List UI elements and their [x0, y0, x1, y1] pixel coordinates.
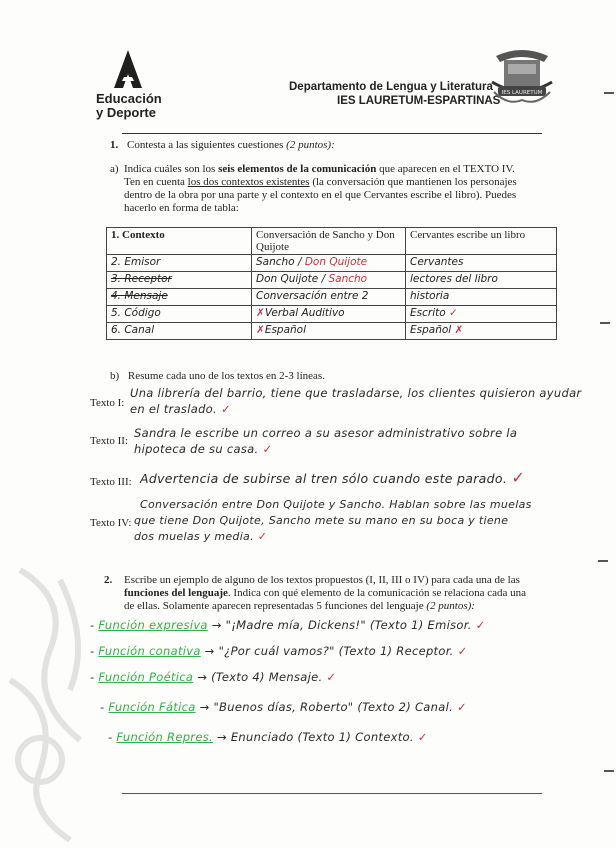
- table-cell-element: 5. Código: [107, 306, 252, 323]
- check-mark-icon: ✓: [262, 442, 273, 456]
- function-answer: [90, 618, 486, 632]
- school-name: IES LAURETUM-ESPARTINAS: [337, 95, 501, 107]
- function-answer: [90, 644, 468, 658]
- q2-number: 2.: [104, 574, 113, 586]
- function-example: Enunciado (Texto 1) Contexto.: [230, 730, 414, 744]
- table-cell-cervantes: [406, 323, 557, 340]
- bullet-dash: -: [90, 670, 95, 684]
- logo-line2: y Deporte: [96, 105, 156, 120]
- text-label: Texto I:: [90, 397, 125, 409]
- table-header-cell: Cervantes escribe un libro: [406, 228, 557, 255]
- text-label: Texto III:: [90, 476, 132, 488]
- answer-line: que tiene Don Quijote, Sancho mete su mano en su boca y tiene: [134, 514, 509, 527]
- q1b-label: b): [110, 370, 120, 382]
- answer-line: [134, 441, 604, 457]
- table-cell-conversation: [252, 323, 406, 340]
- table-cell-conversation: [252, 255, 406, 272]
- table-header-cell: 1. Contexto: [107, 228, 252, 255]
- answer-line-end: en el traslado.: [130, 402, 217, 416]
- x-mark-icon: ✗: [256, 324, 265, 336]
- table-cell-cervantes: historia: [406, 289, 557, 306]
- struck-answer: 3. Receptor: [111, 273, 172, 285]
- table-row: [107, 272, 557, 289]
- handwritten-answer: Español: [264, 324, 307, 336]
- handwritten-answer: Español: [410, 324, 452, 336]
- communication-elements-table: [106, 227, 557, 340]
- check-mark-icon: ✓: [257, 530, 268, 543]
- q1a-line1-pre: Indica cuáles son los: [124, 163, 216, 175]
- logo-line1: Educación: [96, 91, 162, 106]
- q2-line2-bold: funciones del lenguaje: [124, 587, 228, 599]
- function-example: "¿Por cuál vamos?" (Texto 1) Receptor.: [218, 644, 454, 658]
- bullet-dash: -: [108, 730, 113, 744]
- q1a-line2: [124, 176, 550, 189]
- junta-andalucia-logo-icon: [108, 48, 148, 90]
- check-mark-icon: ✓: [475, 618, 486, 632]
- table-cell-element: [107, 289, 252, 306]
- answer-line: [134, 529, 614, 545]
- table-cell-cervantes: lectores del libro: [406, 272, 557, 289]
- x-mark-icon: ✗: [256, 307, 265, 319]
- answer-line: Advertencia de subirse al tren sólo cuando este parado.: [140, 471, 508, 486]
- q1a-line1: [124, 163, 550, 176]
- question-1a: [110, 163, 550, 215]
- footer-rule: [122, 793, 542, 794]
- table-cell-element: 2. Emisor: [107, 255, 252, 272]
- teacher-correction: Sancho: [328, 273, 368, 285]
- x-mark-icon: ✗: [454, 324, 464, 336]
- check-mark-icon: ✓: [457, 644, 468, 658]
- q1a-line3: dentro de la obra por una parte y el contexto en el que Cervantes escribe el libro). Puedes: [124, 189, 517, 201]
- header-rule: [122, 133, 542, 134]
- question-1-title: [110, 139, 335, 152]
- q2-line3: [124, 600, 564, 613]
- check-mark-icon: ✓: [449, 307, 458, 319]
- q1-number: 1.: [110, 139, 119, 151]
- function-answer: [108, 730, 428, 744]
- table-cell-element: 6. Canal: [107, 323, 252, 340]
- handwritten-answer: Sancho /: [256, 256, 305, 268]
- table-cell-cervantes: Cervantes: [406, 255, 557, 272]
- arrow-icon: →: [199, 700, 210, 714]
- scan-margin-mark: [604, 92, 614, 94]
- logo-text: [96, 92, 162, 120]
- q1a-line1-bold: seis elementos de la comunicación: [218, 163, 377, 175]
- check-mark-icon: ✓: [511, 468, 526, 487]
- function-name: Función conativa: [98, 644, 201, 658]
- table-row: [107, 289, 557, 306]
- table-cell-cervantes: [406, 306, 557, 323]
- table-row: [107, 255, 557, 272]
- scan-margin-mark: [600, 322, 610, 324]
- function-name: Función Repres.: [116, 730, 213, 744]
- q1a-line2-post: (la conversación que mantienen los personajes: [312, 176, 517, 188]
- q2-line1: Escribe un ejemplo de alguno de los textos propuestos (I, II, III o IV) para cada una de las: [124, 574, 520, 586]
- faded-watermark-icon: [0, 560, 113, 848]
- question-1b: [110, 370, 325, 383]
- check-mark-icon: ✓: [417, 730, 428, 744]
- bullet-dash: -: [90, 618, 95, 632]
- text-answer: [140, 470, 610, 487]
- text-answer: [134, 497, 614, 545]
- table-row: [107, 306, 557, 323]
- department-name: Departamento de Lengua y Literatura: [289, 81, 493, 93]
- function-answer: [100, 700, 467, 714]
- bullet-dash: -: [100, 700, 105, 714]
- q1a-line4: hacerlo en forma de tabla:: [124, 202, 239, 214]
- q2-line3-pre: de ellas. Solamente aparecen representadas 5 funciones del lenguaje: [124, 600, 424, 612]
- scan-margin-mark: [598, 560, 608, 562]
- q1a-line1-post: que aparecen en el TEXTO IV.: [379, 163, 515, 175]
- q2-line2: [124, 587, 564, 600]
- table-cell-element: [107, 272, 252, 289]
- table-header-row: [107, 228, 557, 255]
- arrow-icon: →: [197, 670, 208, 684]
- q1a-label: a): [110, 163, 119, 175]
- function-example: "¡Madre mía, Dickens!" (Texto 1) Emisor.: [225, 618, 472, 632]
- struck-answer: 4. Mensaje: [111, 290, 168, 302]
- q1a-line2-underlined: los dos contextos existentes: [187, 176, 310, 188]
- text-label: Texto II:: [90, 435, 129, 447]
- function-name: Función expresiva: [98, 618, 208, 632]
- text-label: Texto IV:: [90, 517, 132, 529]
- function-answer: [90, 670, 336, 684]
- function-name: Función Fática: [108, 700, 196, 714]
- function-example: "Buenos días, Roberto" (Texto 2) Canal.: [213, 700, 454, 714]
- table-row: [107, 323, 557, 340]
- function-example: (Texto 4) Mensaje.: [211, 670, 323, 684]
- table-cell-conversation: Conversación entre 2: [252, 289, 406, 306]
- question-2: [104, 574, 564, 613]
- text-answer: [130, 385, 610, 417]
- q2-line2-post: . Indica con qué elemento de la comunicación se relaciona cada una: [227, 587, 526, 599]
- table-header-cell: Conversación de Sancho y Don Quijote: [252, 228, 406, 255]
- arrow-icon: →: [211, 618, 222, 632]
- handwritten-answer: Verbal Auditivo: [264, 307, 345, 319]
- bullet-dash: -: [90, 644, 95, 658]
- department-heading: [289, 80, 500, 108]
- table-cell-conversation: [252, 306, 406, 323]
- check-mark-icon: ✓: [220, 402, 231, 416]
- q1b-title: Resume cada uno de los textos en 2-3 líneas.: [127, 370, 325, 382]
- answer-line-end: dos muelas y media.: [134, 530, 254, 543]
- seal-text: IES LAURETUM: [501, 90, 543, 96]
- check-mark-icon: ✓: [457, 700, 467, 714]
- function-name: Función Poética: [98, 670, 194, 684]
- answer-line: Una librería del barrio, tiene que trasladarse, los clientes quisieron ayudar: [130, 386, 582, 400]
- table-cell-conversation: [252, 272, 406, 289]
- handwritten-answer: Don Quijote /: [256, 273, 329, 285]
- q1-points: (2 puntos):: [286, 139, 335, 151]
- q1a-line2-pre: Ten en cuenta: [124, 176, 185, 188]
- arrow-icon: →: [204, 644, 215, 658]
- answer-line: [130, 401, 610, 417]
- handwritten-answer: Escrito: [410, 307, 446, 319]
- q2-line3-points: (2 puntos):: [426, 600, 475, 612]
- q1-title: Contesta a las siguientes cuestiones: [127, 139, 284, 151]
- school-seal-icon: [488, 42, 556, 108]
- scan-margin-mark: [604, 770, 614, 772]
- teacher-correction: Don Quijote: [304, 256, 368, 268]
- answer-line: Sandra le escribe un correo a su asesor administrativo sobre la: [134, 426, 518, 440]
- arrow-icon: →: [216, 730, 227, 744]
- check-mark-icon: ✓: [326, 670, 337, 684]
- answer-line-end: hipoteca de su casa.: [134, 442, 259, 456]
- answer-line: Conversación entre Don Quijote y Sancho. Hablan sobre las muelas: [140, 498, 532, 511]
- text-answer: [134, 425, 604, 457]
